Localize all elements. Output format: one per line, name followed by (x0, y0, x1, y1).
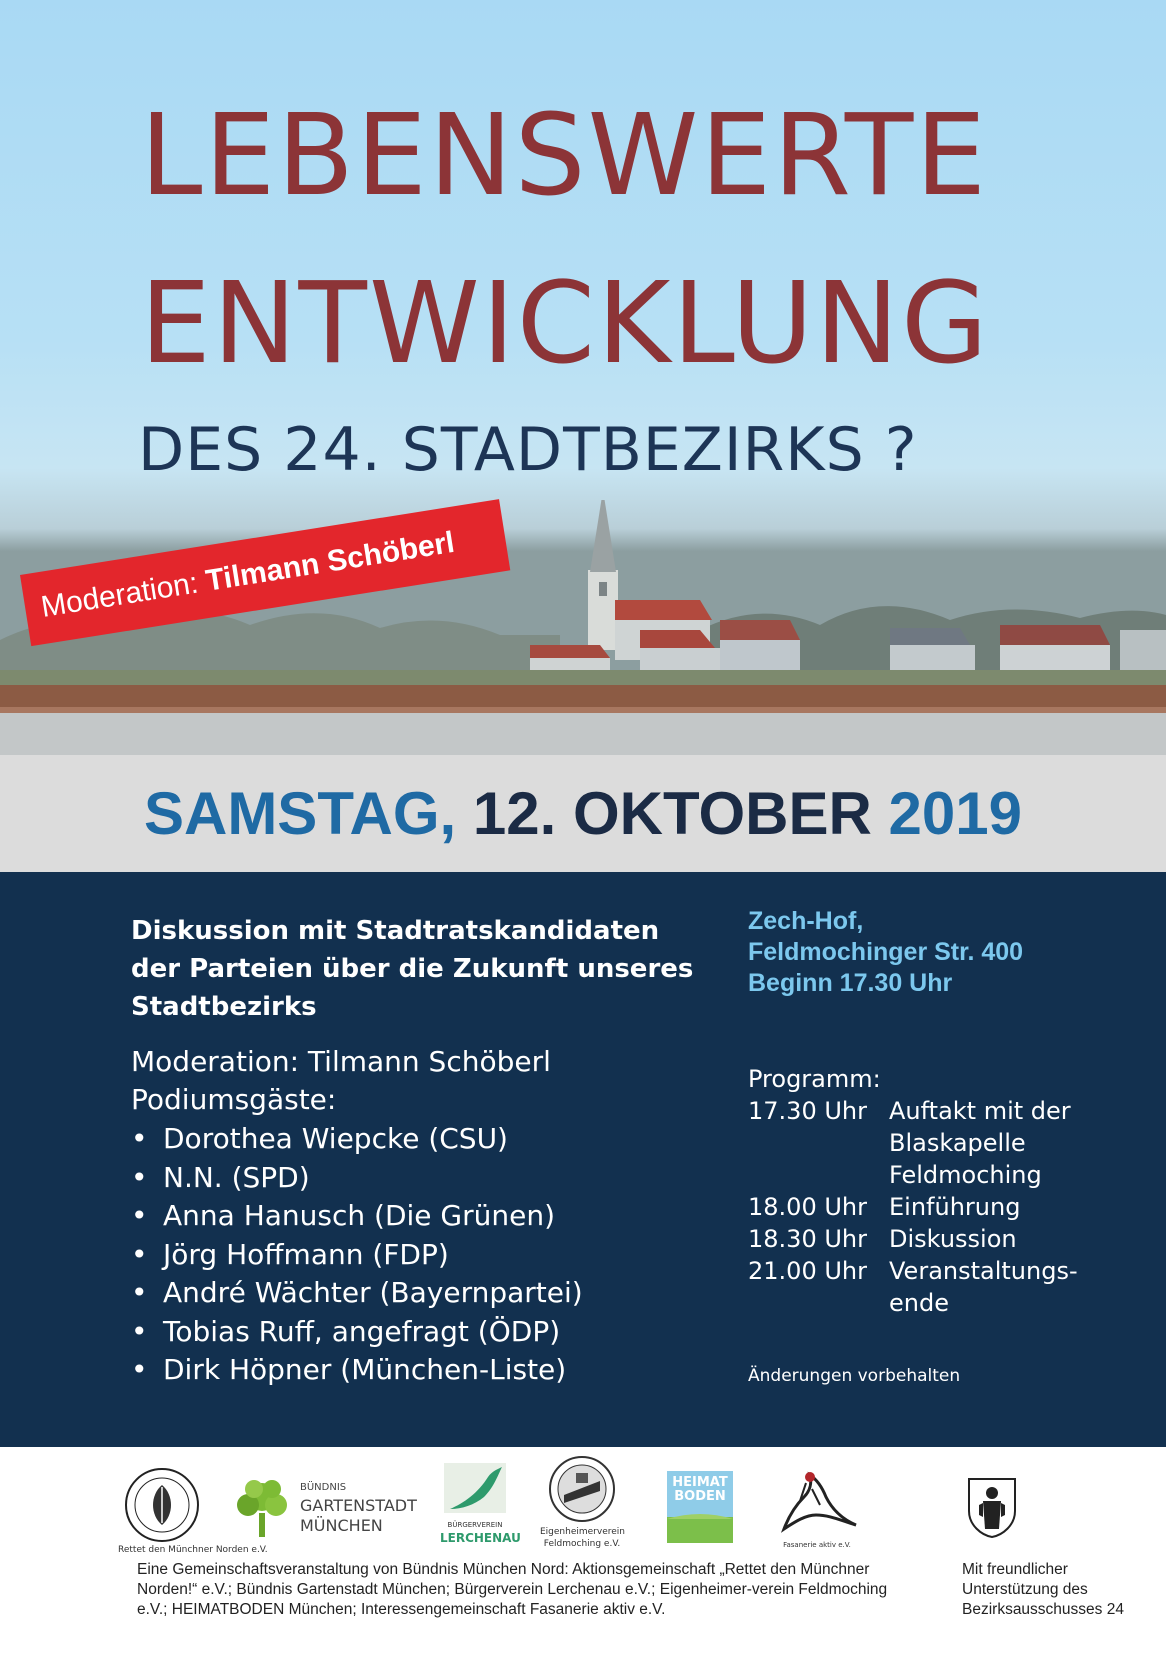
guest-item: • Dirk Höpner (München-Liste) (131, 1351, 583, 1390)
intro-text: Diskussion mit Stadtratskandidaten der Parteien über die Zukunft unseres Stadtbezirks (131, 916, 694, 1022)
guest-list (131, 1120, 583, 1390)
footer-organizers: Eine Gemeinschaftsveranstaltung von Bündnis München Nord: Aktionsgemeinschaft „Rettet den Münchner Norden!“ e.V.; Bündnis Gartenstadt München; Bürgerverein Lerchenau e.V.; Eigenheimer-verein Feldmoching e.V.; HEIMATBODEN München; Interessengemeinschaft Fasanerie aktiv e.V. (137, 1561, 888, 1618)
guests-label: Podiumsgäste: (131, 1083, 337, 1116)
heimatboden-logo-line1: HEIMAT (672, 1475, 728, 1490)
fasanerie-logo-text: Fasanerie aktiv e.V. (783, 1541, 851, 1549)
venue-start-time: Beginn 17.30 Uhr (748, 969, 953, 997)
lark-bird-icon (444, 1463, 506, 1515)
guest-item: • Jörg Hoffmann (FDP) (131, 1236, 583, 1275)
pheasant-icon (776, 1469, 858, 1535)
gartenstadt-logo-line1: BÜNDNIS (300, 1482, 347, 1493)
program-desc: Veranstaltungs-ende (889, 1257, 1078, 1317)
moderation-line: Moderation: Tilmann Schöberl (131, 1045, 551, 1078)
footer-support: Mit freundlicher Unterstützung des Bezirksausschusses 24 (962, 1561, 1124, 1618)
guest-item: • André Wächter (Bayernpartei) (131, 1274, 583, 1313)
village-landscape-image (0, 500, 1166, 755)
date-weekday: SAMSTAG, (143, 780, 457, 847)
guest-item: • Anna Hanusch (Die Grünen) (131, 1197, 583, 1236)
gartenstadt-logo-line2: GARTENSTADT (300, 1496, 417, 1515)
tree-icon (232, 1475, 292, 1539)
program-time: 17.30 Uhr (748, 1097, 867, 1125)
program-desc: Auftakt mit der Blaskapelle Feldmoching (889, 1097, 1071, 1189)
date-year: 2019 (888, 780, 1023, 847)
venue-info (748, 906, 1128, 999)
lerchenau-logo-line1: BÜRGERVEREIN (447, 1521, 503, 1529)
rettet-muenchner-norden-logo (124, 1467, 200, 1543)
rettet-logo-text: Rettet den Münchner Norden e.V. (118, 1545, 268, 1555)
sponsor-logos (0, 1447, 1166, 1567)
heimatboden-logo-line2: BODEN (674, 1489, 726, 1504)
date-band (0, 755, 1166, 872)
eigenheimer-logo-line1: Eigenheimerverein (540, 1527, 625, 1537)
ribbon-moderator-name: Tilmann Schöberl (203, 525, 457, 598)
eigenheimer-logo-line2: Feldmoching e.V. (543, 1539, 621, 1549)
guest-item: • N.N. (SPD) (131, 1159, 583, 1198)
date-day-month: 12. OKTOBER (472, 780, 872, 847)
program-desc: Einführung (889, 1193, 1021, 1221)
munich-coat-of-arms-icon (967, 1477, 1017, 1539)
guest-item: • Tobias Ruff, angefragt (ÖDP) (131, 1313, 583, 1352)
info-panel (0, 872, 1166, 1447)
title-line-1: LEBENSWERTE (140, 91, 988, 221)
eigenheimerverein-seal-icon (548, 1455, 616, 1523)
program-label: Programm: (748, 1065, 881, 1093)
title-line-2: ENTWICKLUNG (140, 259, 990, 389)
venue-name: Zech-Hof, (748, 907, 864, 935)
program-time: 18.30 Uhr (748, 1225, 867, 1253)
title-line-3: DES 24. STADTBEZIRKS ? (138, 415, 918, 485)
program-desc: Diskussion (889, 1225, 1017, 1253)
changes-note: Änderungen vorbehalten (748, 1366, 961, 1386)
guest-item: • Dorothea Wiepcke (CSU) (131, 1120, 583, 1159)
ribbon-prefix: Moderation: (38, 566, 201, 624)
venue-address: Feldmochinger Str. 400 (748, 938, 1024, 966)
hero-section (0, 0, 1166, 755)
program-time: 18.00 Uhr (748, 1193, 867, 1221)
gartenstadt-logo-line3: MÜNCHEN (300, 1516, 383, 1535)
program-time: 21.00 Uhr (748, 1257, 867, 1285)
lerchenau-logo-line2: LERCHENAU (440, 1531, 521, 1545)
